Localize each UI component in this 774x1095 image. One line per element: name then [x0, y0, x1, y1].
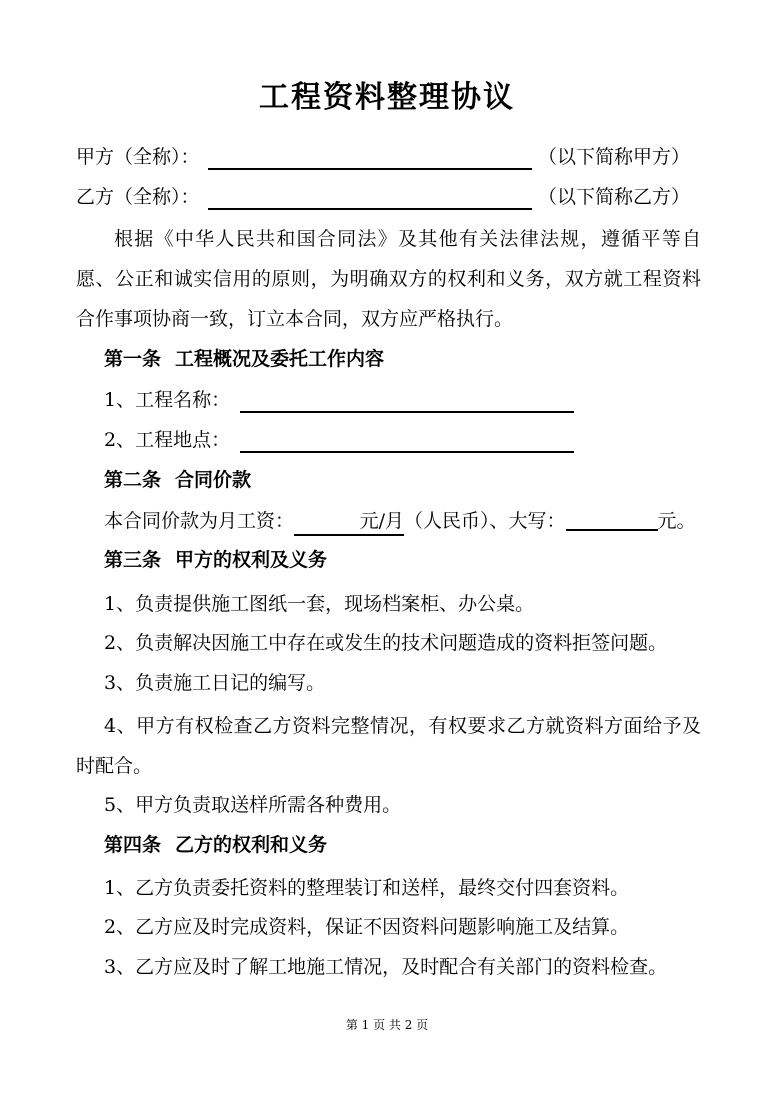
document-title: 工程资料整理协议: [259, 80, 515, 115]
amount-in-words-blank[interactable]: [566, 509, 658, 531]
intro-paragraph: 根据《中华人民共和国合同法》及其他有关法律法规，遵循平等自愿、公正和诚实信用的原则，为明确双方的权利和义务，双方就工程资料合作事项协商一致，订立本合同，双方应严格执行。: [76, 228, 701, 330]
article4-number: 第四条: [104, 834, 162, 856]
page-footer: 第 1 页 共 2 页: [345, 1018, 429, 1032]
project-location-line: [104, 427, 584, 453]
party-b-suffix: （以下简称乙方）: [538, 186, 691, 208]
party-a-suffix: （以下简称甲方）: [538, 146, 691, 168]
project-name-line: [104, 387, 584, 413]
article3-item: 4、甲方有权检查乙方资料完整情况，有权要求乙方就资料方面给予及时配合。: [76, 715, 701, 777]
project-name-label: 1、工程名称：: [104, 389, 231, 411]
article2-number: 第二条: [104, 469, 162, 491]
price-middle: （人民币）、大写：: [404, 510, 566, 532]
article3-heading: [104, 547, 327, 573]
price-prefix: 本合同价款为月工资：: [104, 510, 295, 532]
article4-item: 2、乙方应及时完成资料，保证不因资料问题影响施工及结算。: [104, 916, 630, 938]
article3-item: 3、负责施工日记的编写。: [104, 672, 326, 694]
party-b-label: 乙方（全称）：: [76, 186, 200, 208]
party-b-blank[interactable]: [208, 208, 532, 210]
project-location-blank[interactable]: [240, 451, 574, 453]
article3-item: 5、甲方负责取送样所需各种费用。: [104, 794, 402, 816]
project-name-blank[interactable]: [240, 411, 574, 413]
project-location-label: 2、工程地点：: [104, 429, 231, 451]
party-b-line: [76, 184, 696, 210]
article1-title: 工程概况及委托工作内容: [175, 348, 385, 370]
price-unit: 元/月: [359, 510, 405, 532]
article3-item: 1、负责提供施工图纸一套，现场档案柜、办公桌。: [104, 593, 535, 615]
article2-title: 合同价款: [175, 469, 252, 491]
price-line: [104, 508, 704, 536]
party-a-line: [76, 144, 696, 170]
article3-number: 第三条: [104, 549, 162, 571]
party-a-blank[interactable]: [208, 168, 532, 170]
party-a-label: 甲方（全称）：: [76, 146, 200, 168]
article4-heading: [104, 832, 327, 858]
article1-number: 第一条: [104, 348, 162, 370]
article4-item: 3、乙方应及时了解工地施工情况，及时配合有关部门的资料检查。: [104, 956, 668, 978]
monthly-wage-blank[interactable]: [294, 508, 404, 536]
article3-item: 2、负责解决因施工中存在或发生的技术问题造成的资料拒签问题。: [104, 632, 668, 654]
article3-title: 甲方的权利及义务: [175, 549, 328, 571]
article2-heading: [104, 467, 251, 493]
article4-title: 乙方的权利和义务: [175, 834, 328, 856]
article4-item: 1、乙方负责委托资料的整理装订和送样，最终交付四套资料。: [104, 877, 630, 899]
article1-heading: [104, 346, 384, 372]
price-end: 元。: [657, 510, 696, 532]
